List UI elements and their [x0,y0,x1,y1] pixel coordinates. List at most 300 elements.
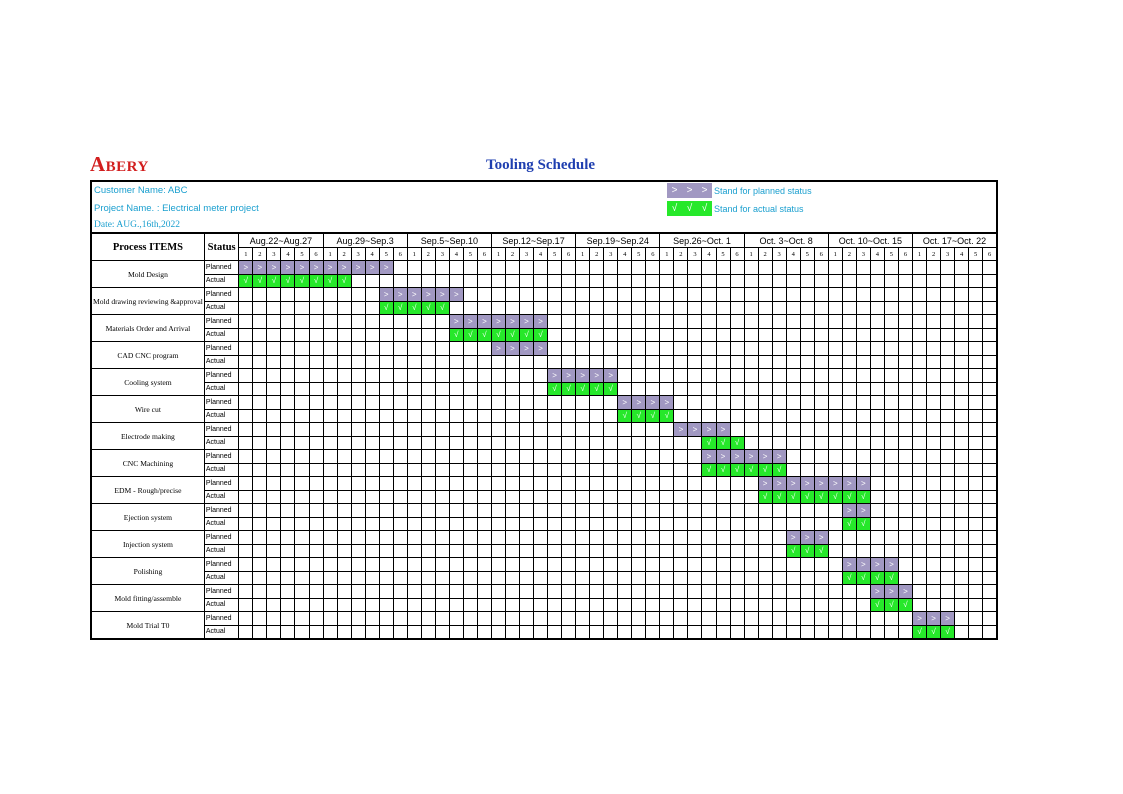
status-label-actual: Actual [204,490,238,504]
schedule-cell [505,436,519,450]
schedule-cell [421,598,435,612]
schedule-cell [548,261,562,275]
schedule-cell [295,598,309,612]
schedule-cell [856,463,870,477]
schedule-cell [632,382,646,396]
schedule-cell [562,436,576,450]
schedule-cell [660,261,674,275]
planned-mark: > [842,477,856,491]
schedule-cell [491,544,505,558]
schedule-cell [870,450,884,464]
schedule-cell [520,625,534,639]
schedule-cell [870,504,884,518]
schedule-cell [660,369,674,383]
schedule-cell [674,544,688,558]
schedule-cell [969,571,983,585]
schedule-cell [281,328,295,342]
schedule-cell [786,301,800,315]
schedule-cell [814,396,828,410]
schedule-cell [295,531,309,545]
schedule-cell [927,558,941,572]
schedule-cell [983,544,997,558]
schedule-cell [927,423,941,437]
schedule-cell [253,450,267,464]
schedule-cell [758,369,772,383]
schedule-cell [870,288,884,302]
schedule-cell [337,355,351,369]
schedule-cell [253,490,267,504]
schedule-cell [323,450,337,464]
schedule-cell [716,571,730,585]
schedule-cell [239,531,253,545]
schedule-cell [618,585,632,599]
schedule-cell [969,436,983,450]
schedule-cell [351,504,365,518]
schedule-cell [491,504,505,518]
schedule-cell [337,504,351,518]
schedule-cell [407,571,421,585]
schedule-cell [393,598,407,612]
schedule-cell [913,288,927,302]
actual-mark: √ [534,328,548,342]
schedule-cell [941,450,955,464]
schedule-cell [379,423,393,437]
schedule-cell [800,612,814,626]
schedule-cell [309,598,323,612]
schedule-cell [913,315,927,329]
schedule-cell [772,625,786,639]
schedule-cell [534,598,548,612]
schedule-cell [913,396,927,410]
status-label-actual: Actual [204,274,238,288]
schedule-cell [393,504,407,518]
schedule-cell [800,450,814,464]
schedule-cell [435,517,449,531]
schedule-cell [505,301,519,315]
schedule-cell [548,612,562,626]
schedule-cell [618,423,632,437]
schedule-cell [449,301,463,315]
schedule-cell [491,409,505,423]
schedule-cell [576,612,590,626]
schedule-cell [772,558,786,572]
schedule-cell [786,504,800,518]
schedule-cell [632,261,646,275]
schedule-cell [941,342,955,356]
schedule-cell [449,396,463,410]
schedule-cell [604,436,618,450]
schedule-cell [548,477,562,491]
schedule-cell [534,301,548,315]
schedule-cell [309,423,323,437]
schedule-cell [744,436,758,450]
schedule-cell [505,450,519,464]
schedule-cell [688,328,702,342]
schedule-cell [983,598,997,612]
schedule-cell [491,625,505,639]
day-header: 5 [969,248,983,261]
schedule-cell [927,396,941,410]
schedule-cell [927,463,941,477]
schedule-cell [337,490,351,504]
schedule-cell [955,531,969,545]
day-header: 1 [239,248,253,261]
schedule-cell [520,396,534,410]
schedule-cell [786,517,800,531]
schedule-cell [407,436,421,450]
schedule-cell [337,409,351,423]
schedule-cell [562,315,576,329]
schedule-cell [730,625,744,639]
schedule-cell [730,288,744,302]
schedule-cell [407,450,421,464]
schedule-cell [632,423,646,437]
schedule-cell [828,261,842,275]
day-header: 6 [562,248,576,261]
day-header: 6 [309,248,323,261]
schedule-cell [421,436,435,450]
schedule-cell [520,288,534,302]
schedule-cell [435,531,449,545]
schedule-cell [674,450,688,464]
schedule-cell [520,436,534,450]
schedule-cell [632,342,646,356]
process-item-name: Wire cut [91,396,204,423]
planned-mark: > [884,558,898,572]
task-row-planned [91,477,997,491]
schedule-cell [548,355,562,369]
schedule-cell [730,598,744,612]
schedule-cell [828,369,842,383]
schedule-cell [407,355,421,369]
schedule-cell [505,571,519,585]
schedule-cell [365,355,379,369]
schedule-cell [365,625,379,639]
schedule-cell [660,544,674,558]
actual-mark: √ [786,490,800,504]
schedule-cell [337,558,351,572]
schedule-cell [295,477,309,491]
schedule-cell [730,571,744,585]
schedule-cell [927,342,941,356]
schedule-cell [969,261,983,275]
schedule-cell [744,369,758,383]
schedule-cell [449,382,463,396]
schedule-cell [927,315,941,329]
schedule-cell [842,355,856,369]
schedule-cell [814,625,828,639]
schedule-cell [351,301,365,315]
status-label-planned: Planned [204,315,238,329]
actual-mark: √ [814,490,828,504]
schedule-cell [295,409,309,423]
schedule-cell [674,598,688,612]
schedule-cell [814,585,828,599]
schedule-cell [505,531,519,545]
schedule-cell [477,423,491,437]
schedule-cell [744,490,758,504]
schedule-cell [421,531,435,545]
schedule-cell [772,355,786,369]
schedule-cell [435,450,449,464]
day-header: 1 [828,248,842,261]
schedule-cell [590,558,604,572]
planned-mark: > [351,261,365,275]
schedule-cell [505,423,519,437]
schedule-cell [702,490,716,504]
schedule-cell [239,558,253,572]
planned-mark: > [421,288,435,302]
schedule-cell [913,423,927,437]
schedule-cell [884,396,898,410]
schedule-cell [618,531,632,545]
day-header: 3 [267,248,281,261]
schedule-cell [267,598,281,612]
schedule-cell [337,436,351,450]
schedule-cell [674,261,688,275]
schedule-cell [800,328,814,342]
schedule-cell [955,517,969,531]
schedule-cell [842,342,856,356]
schedule-cell [562,598,576,612]
schedule-cell [828,423,842,437]
schedule-cell [491,369,505,383]
schedule-cell [463,544,477,558]
schedule-cell [295,355,309,369]
schedule-cell [393,625,407,639]
schedule-cell [576,328,590,342]
schedule-cell [983,517,997,531]
schedule-cell [520,517,534,531]
actual-mark: √ [253,274,267,288]
schedule-cell [253,625,267,639]
schedule-cell [548,531,562,545]
schedule-cell [927,369,941,383]
schedule-cell [716,504,730,518]
schedule-cell [716,598,730,612]
schedule-cell [604,423,618,437]
actual-mark: √ [730,463,744,477]
schedule-cell [716,288,730,302]
day-header: 2 [253,248,267,261]
schedule-cell [379,463,393,477]
schedule-cell [534,625,548,639]
schedule-cell [421,571,435,585]
schedule-cell [913,409,927,423]
actual-mark: √ [842,490,856,504]
schedule-cell [618,477,632,491]
schedule-cell [632,463,646,477]
actual-mark: √ [267,274,281,288]
schedule-cell [870,544,884,558]
schedule-cell [772,423,786,437]
actual-mark: √ [562,382,576,396]
schedule-cell [281,477,295,491]
schedule-cell [576,531,590,545]
process-item-name: EDM - Rough/precise [91,477,204,504]
schedule-cell [969,517,983,531]
schedule-cell [421,450,435,464]
schedule-cell [758,274,772,288]
schedule-cell [856,598,870,612]
schedule-cell [618,625,632,639]
schedule-cell [337,463,351,477]
schedule-cell [590,571,604,585]
schedule-cell [955,274,969,288]
schedule-cell [562,544,576,558]
schedule-cell [786,585,800,599]
schedule-cell [449,274,463,288]
schedule-cell [856,409,870,423]
schedule-cell [309,625,323,639]
schedule-cell [295,315,309,329]
schedule-cell [295,342,309,356]
schedule-cell [941,396,955,410]
schedule-cell [239,625,253,639]
actual-mark: √ [758,463,772,477]
schedule-cell [505,463,519,477]
schedule-cell [632,625,646,639]
schedule-cell [898,436,912,450]
schedule-cell [969,585,983,599]
schedule-cell [955,342,969,356]
schedule-cell [688,274,702,288]
schedule-cell [632,612,646,626]
schedule-cell [716,612,730,626]
schedule-cell [913,477,927,491]
schedule-cell [674,369,688,383]
schedule-cell [758,436,772,450]
schedule-cell [337,382,351,396]
schedule-cell [576,261,590,275]
schedule-cell [646,261,660,275]
schedule-cell [463,396,477,410]
schedule-cell [421,504,435,518]
actual-mark: √ [758,490,772,504]
schedule-cell [828,544,842,558]
schedule-cell [927,531,941,545]
schedule-cell [323,477,337,491]
schedule-cell [758,328,772,342]
schedule-cell [323,369,337,383]
schedule-cell [463,288,477,302]
schedule-cell [983,342,997,356]
schedule-cell [898,274,912,288]
process-item-name: Mold fitting/assemble [91,585,204,612]
schedule-cell [660,274,674,288]
schedule-cell [407,396,421,410]
schedule-cell [463,342,477,356]
day-header: 4 [702,248,716,261]
schedule-cell [281,504,295,518]
schedule-cell [716,301,730,315]
planned-mark: > [379,288,393,302]
status-label-planned: Planned [204,288,238,302]
schedule-cell [814,301,828,315]
schedule-cell [674,436,688,450]
schedule-cell [562,571,576,585]
schedule-cell [562,463,576,477]
schedule-cell [590,342,604,356]
schedule-cell [814,355,828,369]
schedule-cell [758,342,772,356]
schedule-cell [365,382,379,396]
actual-mark: √ [646,409,660,423]
actual-mark: √ [576,382,590,396]
schedule-cell [337,288,351,302]
schedule-cell [898,315,912,329]
schedule-cell [421,382,435,396]
schedule-cell [337,342,351,356]
schedule-cell [491,490,505,504]
legend-planned [667,183,812,198]
schedule-cell [828,625,842,639]
schedule-cell [646,274,660,288]
schedule-cell [309,409,323,423]
schedule-cell [267,477,281,491]
schedule-cell [898,625,912,639]
schedule-cell [295,585,309,599]
schedule-cell [323,598,337,612]
schedule-cell [281,382,295,396]
task-row-planned [91,423,997,437]
actual-mark: √ [884,571,898,585]
schedule-cell [295,544,309,558]
schedule-cell [674,301,688,315]
schedule-cell [758,409,772,423]
day-header: 1 [407,248,421,261]
schedule-cell [744,274,758,288]
planned-mark: > [842,558,856,572]
schedule-cell [407,612,421,626]
schedule-cell [463,274,477,288]
schedule-cell [898,450,912,464]
schedule-cell [534,517,548,531]
schedule-cell [969,315,983,329]
schedule-cell [604,504,618,518]
schedule-cell [856,544,870,558]
schedule-cell [562,531,576,545]
schedule-cell [548,409,562,423]
schedule-cell [884,477,898,491]
schedule-cell [842,585,856,599]
schedule-cell [969,531,983,545]
schedule-cell [435,342,449,356]
schedule-cell [393,396,407,410]
schedule-cell [688,517,702,531]
schedule-cell [927,409,941,423]
schedule-cell [955,490,969,504]
schedule-cell [548,571,562,585]
schedule-cell [323,396,337,410]
schedule-cell [814,261,828,275]
schedule-cell [884,342,898,356]
schedule-cell [744,261,758,275]
schedule-cell [477,288,491,302]
schedule-cell [828,598,842,612]
schedule-cell [898,490,912,504]
schedule-cell [576,450,590,464]
schedule-cell [407,517,421,531]
schedule-cell [379,490,393,504]
schedule-cell [604,450,618,464]
schedule-cell [239,396,253,410]
planned-mark: > [618,396,632,410]
task-row-planned [91,261,997,275]
schedule-cell [828,288,842,302]
schedule-cell [632,328,646,342]
schedule-cell [772,531,786,545]
